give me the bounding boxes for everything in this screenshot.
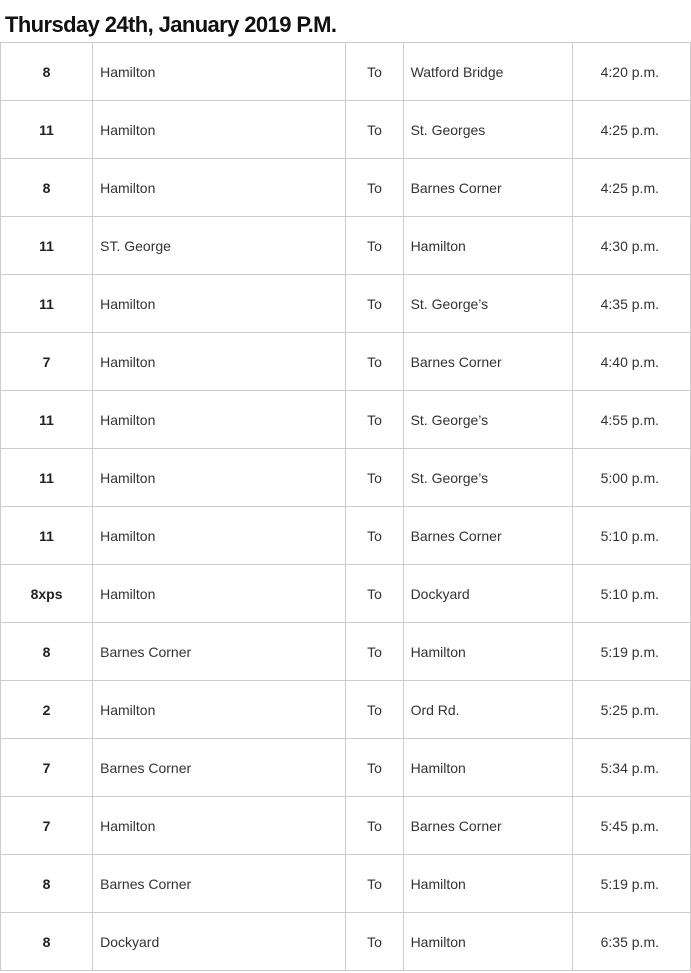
table-row (1, 855, 691, 913)
destination: Hamilton (403, 739, 572, 797)
table-row (1, 507, 691, 565)
destination: Barnes Corner (403, 159, 572, 217)
to-label: To (346, 275, 403, 333)
departure-time: 4:25 p.m. (572, 159, 690, 217)
origin: Hamilton (93, 159, 346, 217)
destination: Barnes Corner (403, 333, 572, 391)
route-number: 11 (1, 449, 93, 507)
route-number: 8 (1, 855, 93, 913)
table-row (1, 275, 691, 333)
departure-time: 5:19 p.m. (572, 623, 690, 681)
to-label: To (346, 333, 403, 391)
origin: Hamilton (93, 333, 346, 391)
departure-time: 4:25 p.m. (572, 101, 690, 159)
departure-time: 5:25 p.m. (572, 681, 690, 739)
to-label: To (346, 217, 403, 275)
route-number: 11 (1, 391, 93, 449)
departure-time: 5:34 p.m. (572, 739, 690, 797)
origin: Barnes Corner (93, 623, 346, 681)
destination: St. Georges (403, 101, 572, 159)
departure-time: 4:55 p.m. (572, 391, 690, 449)
origin: Hamilton (93, 449, 346, 507)
to-label: To (346, 565, 403, 623)
table-row (1, 913, 691, 971)
destination: St. George’s (403, 391, 572, 449)
bus-schedule-table (0, 42, 691, 971)
destination: St. George’s (403, 449, 572, 507)
origin: Hamilton (93, 43, 346, 101)
destination: Hamilton (403, 855, 572, 913)
route-number: 8 (1, 43, 93, 101)
table-row (1, 739, 691, 797)
origin: Hamilton (93, 507, 346, 565)
departure-time: 5:19 p.m. (572, 855, 690, 913)
departure-time: 5:10 p.m. (572, 507, 690, 565)
table-row (1, 43, 691, 101)
route-number: 11 (1, 217, 93, 275)
route-number: 8xps (1, 565, 93, 623)
to-label: To (346, 681, 403, 739)
origin: Hamilton (93, 101, 346, 159)
departure-time: 5:10 p.m. (572, 565, 690, 623)
to-label: To (346, 913, 403, 971)
departure-time: 6:35 p.m. (572, 913, 690, 971)
destination: Ord Rd. (403, 681, 572, 739)
table-row (1, 797, 691, 855)
route-number: 11 (1, 101, 93, 159)
departure-time: 4:35 p.m. (572, 275, 690, 333)
to-label: To (346, 43, 403, 101)
origin: Hamilton (93, 275, 346, 333)
destination: Watford Bridge (403, 43, 572, 101)
schedule-body (1, 43, 691, 971)
to-label: To (346, 739, 403, 797)
route-number: 7 (1, 333, 93, 391)
origin: Hamilton (93, 681, 346, 739)
destination: Hamilton (403, 623, 572, 681)
table-row (1, 333, 691, 391)
route-number: 8 (1, 159, 93, 217)
origin: Hamilton (93, 797, 346, 855)
to-label: To (346, 507, 403, 565)
to-label: To (346, 101, 403, 159)
route-number: 7 (1, 797, 93, 855)
route-number: 11 (1, 275, 93, 333)
route-number: 8 (1, 623, 93, 681)
origin: Hamilton (93, 391, 346, 449)
route-number: 2 (1, 681, 93, 739)
table-row (1, 391, 691, 449)
departure-time: 5:45 p.m. (572, 797, 690, 855)
departure-time: 4:20 p.m. (572, 43, 690, 101)
table-row (1, 449, 691, 507)
destination: Hamilton (403, 913, 572, 971)
origin: ST. George (93, 217, 346, 275)
to-label: To (346, 449, 403, 507)
to-label: To (346, 391, 403, 449)
table-row (1, 623, 691, 681)
table-row (1, 101, 691, 159)
destination: St. George’s (403, 275, 572, 333)
origin: Dockyard (93, 913, 346, 971)
page-title: Thursday 24th, January 2019 P.M. (5, 12, 337, 37)
departure-time: 4:40 p.m. (572, 333, 690, 391)
table-row (1, 565, 691, 623)
table-row (1, 681, 691, 739)
destination: Hamilton (403, 217, 572, 275)
departure-time: 4:30 p.m. (572, 217, 690, 275)
origin: Hamilton (93, 565, 346, 623)
origin: Barnes Corner (93, 739, 346, 797)
destination: Barnes Corner (403, 507, 572, 565)
table-row (1, 159, 691, 217)
to-label: To (346, 855, 403, 913)
table-row (1, 217, 691, 275)
destination: Barnes Corner (403, 797, 572, 855)
to-label: To (346, 159, 403, 217)
origin: Barnes Corner (93, 855, 346, 913)
departure-time: 5:00 p.m. (572, 449, 690, 507)
route-number: 11 (1, 507, 93, 565)
to-label: To (346, 623, 403, 681)
destination: Dockyard (403, 565, 572, 623)
to-label: To (346, 797, 403, 855)
route-number: 7 (1, 739, 93, 797)
route-number: 8 (1, 913, 93, 971)
